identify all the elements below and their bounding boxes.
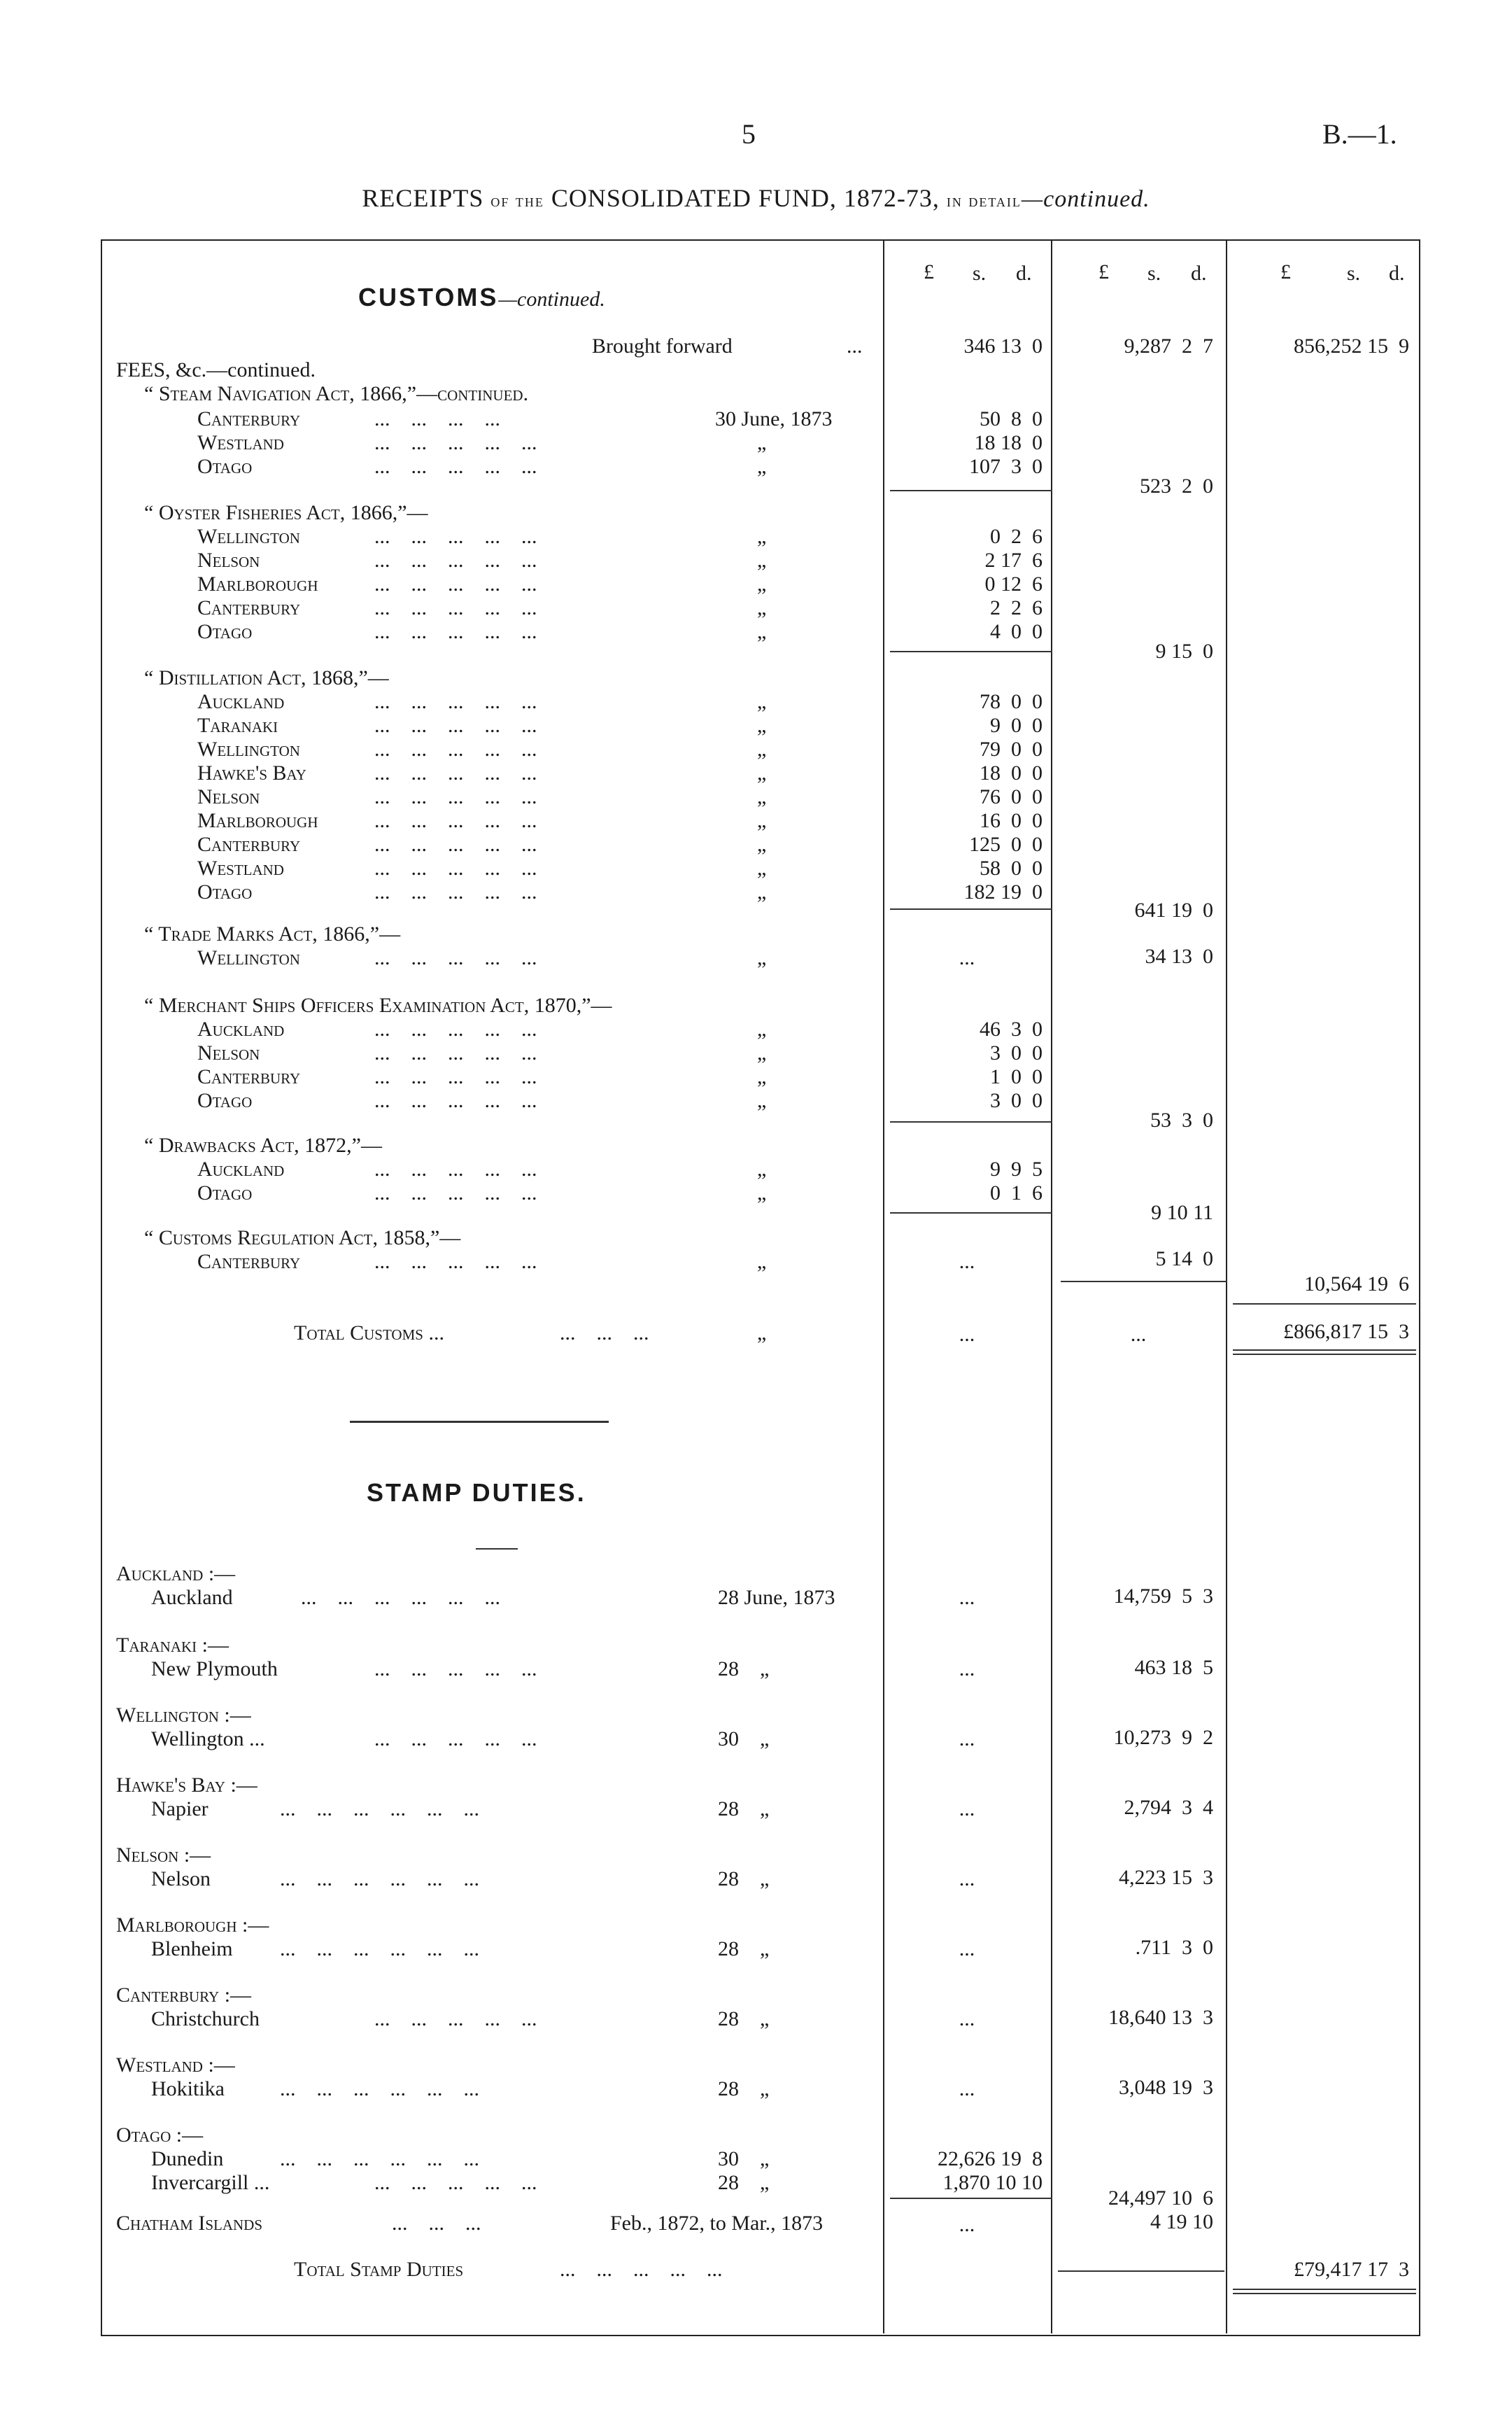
act4-date-2: „ (757, 1065, 767, 1088)
act4-place-2: Canterbury (197, 1065, 301, 1088)
title-part-in-detail: in detail (946, 190, 1022, 211)
act1-place-1: Nelson (197, 549, 260, 572)
section-separator (350, 1421, 609, 1423)
title-part-continued: —continued. (1021, 186, 1150, 212)
title-part-of-the: of the (490, 190, 544, 211)
act0-date-1: „ (757, 431, 767, 454)
act4-date-1: „ (757, 1041, 767, 1065)
stamp-date-7: 28 „ (718, 2077, 770, 2100)
act4-dots-3: ... ... ... ... ... (374, 1089, 537, 1112)
act2-amount-3: 18 0 0 (980, 761, 1043, 785)
stamp-otago-dots-1: ... ... ... ... ... (374, 2171, 537, 2194)
act4-dots-0: ... ... ... ... ... (374, 1018, 537, 1041)
stamp-date-3: 28 „ (718, 1797, 770, 1820)
act5-date-1: „ (757, 1181, 767, 1205)
act1-subtotal: 9 15 0 (1155, 640, 1213, 663)
act5-amount-1: 0 1 6 (990, 1181, 1043, 1205)
stamp-total-col3: £79,417 17 3 (1294, 2258, 1409, 2281)
act4-place-1: Nelson (197, 1041, 260, 1065)
act5-sum-rule (890, 1212, 1052, 1214)
act2-date-2: „ (757, 738, 767, 761)
stamp-col1-5: ... (959, 1937, 975, 1960)
act0-amount-1: 18 18 0 (974, 431, 1043, 454)
act4-dots-2: ... ... ... ... ... (374, 1065, 537, 1088)
stamp-province-7: Westland :— (116, 2053, 235, 2077)
act2-date-8: „ (757, 880, 767, 904)
act4-date-3: „ (757, 1089, 767, 1112)
stamp-otago-col1-0: 22,626 19 8 (938, 2147, 1043, 2170)
act2-dots-7: ... ... ... ... ... (374, 857, 537, 880)
act1-sum-rule (890, 651, 1052, 652)
stamp-dots-2: ... ... ... ... ... (374, 1727, 537, 1750)
act2-date-0: „ (757, 690, 767, 713)
stamp-province-5: Marlborough :— (116, 1913, 269, 1937)
stamp-col1-0: ... (959, 1586, 975, 1609)
act2-place-5: Marlborough (197, 809, 318, 832)
customs-total-double-rule (1233, 1349, 1416, 1355)
act2-place-2: Wellington (197, 738, 300, 761)
act6-dots-0: ... ... ... ... ... (374, 1250, 537, 1273)
act1-dots-3: ... ... ... ... ... (374, 596, 537, 619)
act2-place-6: Canterbury (197, 833, 301, 856)
act1-amount-0: 0 2 6 (990, 525, 1043, 548)
brought-forward-col3: 856,252 15 9 (1294, 335, 1409, 358)
stamp-chatham-dots: ... ... ... (392, 2212, 481, 2235)
stamp-col2-1: 463 18 5 (1134, 1656, 1213, 1679)
stamp-col1-7: ... (959, 2077, 975, 2100)
customs-total-col3: £866,817 15 3 (1283, 1320, 1409, 1343)
fees-heading-text: FEES, &c.—continued. (116, 358, 316, 381)
act6-amount-0: ... (959, 1250, 975, 1273)
col3-shilling: s. (1347, 262, 1361, 285)
act3-date-0: „ (757, 946, 767, 969)
stamp-province-1: Taranaki :— (116, 1634, 229, 1657)
act2-amount-0: 78 0 0 (980, 690, 1043, 713)
stamp-col2-4: 4,223 15 3 (1119, 1866, 1213, 1889)
fees-heading (116, 358, 316, 382)
act2-dots-1: ... ... ... ... ... (374, 714, 537, 737)
stamp-chatham-place: Chatham Islands (116, 2212, 263, 2235)
act0-place-2: Otago (197, 455, 253, 478)
stamp-chatham-date: Feb., 1872, to Mar., 1873 (610, 2212, 824, 2235)
act5-amount-0: 9 9 5 (990, 1158, 1043, 1181)
act0-amount-2: 107 3 0 (969, 455, 1043, 478)
brought-forward-col1: 346 13 0 (963, 335, 1043, 358)
act-title-steam-navigation: “ Steam Navigation Act, 1866,”—continued. (144, 382, 529, 405)
col3-pence: d. (1389, 262, 1405, 285)
act2-dots-3: ... ... ... ... ... (374, 761, 537, 785)
act1-dots-0: ... ... ... ... ... (374, 525, 537, 548)
act2-place-3: Hawke's Bay (197, 761, 306, 785)
act2-date-3: „ (757, 761, 767, 785)
act0-dots-1: ... ... ... ... ... (374, 431, 537, 454)
brought-forward-dots: ... (847, 335, 863, 358)
page-number: 5 (742, 118, 756, 150)
act0-sum-rule (890, 490, 1052, 491)
act2-sum-rule (890, 908, 1052, 910)
act6-place-0: Canterbury (197, 1250, 301, 1273)
title-part-fund: CONSOLIDATED FUND, 1872-73, (551, 184, 940, 212)
act1-date-3: „ (757, 596, 767, 619)
act2-date-1: „ (757, 714, 767, 737)
stamp-otago-date-0: 30 „ (718, 2147, 770, 2170)
stamp-col1-1: ... (959, 1657, 975, 1680)
act0-amount-0: 50 8 0 (980, 407, 1043, 430)
act2-amount-4: 76 0 0 (980, 785, 1043, 808)
stamp-otago-place-0: Dunedin (151, 2147, 224, 2170)
brought-forward-col2: 9,287 2 7 (1124, 335, 1213, 358)
stamp-col1-6: ... (959, 2007, 975, 2030)
act2-date-5: „ (757, 809, 767, 832)
act2-place-7: Westland (197, 857, 284, 880)
col1-shilling: s. (973, 262, 987, 285)
act4-amount-1: 3 0 0 (990, 1041, 1043, 1065)
act4-subtotal: 53 3 0 (1150, 1109, 1213, 1132)
act6-date-0: „ (757, 1250, 767, 1273)
stamp-place-1: New Plymouth (151, 1657, 278, 1680)
customs-total-date: „ (757, 1321, 767, 1344)
act5-subtotal: 9 10 11 (1151, 1201, 1213, 1224)
act1-dots-4: ... ... ... ... ... (374, 620, 537, 643)
stamp-province-2: Wellington :— (116, 1704, 251, 1727)
act2-date-4: „ (757, 785, 767, 808)
stamp-dots-6: ... ... ... ... ... (374, 2007, 537, 2030)
customs-total-rule (1233, 1303, 1416, 1305)
stamp-place-5: Blenheim (151, 1937, 233, 1960)
act0-subtotal: 523 2 0 (1140, 475, 1213, 498)
stamp-dots-4: ... ... ... ... ... ... (280, 1867, 479, 1890)
act2-dots-0: ... ... ... ... ... (374, 690, 537, 713)
act1-amount-4: 4 0 0 (990, 620, 1043, 643)
stamp-date-2: 30 „ (718, 1727, 770, 1750)
act4-sum-rule (890, 1121, 1052, 1123)
act5-dots-0: ... ... ... ... ... (374, 1158, 537, 1181)
stamp-place-3: Napier (151, 1797, 209, 1820)
title-part-receipts: RECEIPTS (362, 184, 484, 212)
fees-total: 10,564 19 6 (1304, 1272, 1409, 1295)
act1-dots-1: ... ... ... ... ... (374, 549, 537, 572)
act5-dots-1: ... ... ... ... ... (374, 1181, 537, 1205)
act4-dots-1: ... ... ... ... ... (374, 1041, 537, 1065)
stamp-heading-rule (476, 1548, 518, 1550)
act2-date-7: „ (757, 857, 767, 880)
brought-forward-label: Brought forward (592, 335, 733, 358)
act-title-customs-regulation: “ Customs Regulation Act, 1858,”— (144, 1226, 461, 1249)
act0-date-0: 30 June, 1873 (715, 407, 833, 430)
act0-dots-2: ... ... ... ... ... (374, 455, 537, 478)
customs-total-dots: ... ... ... (560, 1321, 649, 1344)
stamp-col1-3: ... (959, 1797, 975, 1820)
act2-dots-4: ... ... ... ... ... (374, 785, 537, 808)
stamp-place-2: Wellington ... (151, 1727, 265, 1750)
act1-amount-2: 0 12 6 (984, 573, 1043, 596)
page-title (0, 183, 1512, 213)
stamp-total-label: Total Stamp Duties (294, 2258, 464, 2281)
act0-dots-0: ... ... ... ... (374, 407, 500, 430)
stamp-place-7: Hokitika (151, 2077, 225, 2100)
act6-total-0: 5 14 0 (1155, 1247, 1213, 1270)
stamp-col1-4: ... (959, 1867, 975, 1890)
stamp-otago-col1-1: 1,870 10 10 (942, 2171, 1043, 2194)
stamp-province-0: Auckland :— (116, 1562, 236, 1585)
stamp-col2-0: 14,759 5 3 (1113, 1585, 1213, 1608)
document-reference: B.—1. (1322, 118, 1397, 150)
act2-dots-6: ... ... ... ... ... (374, 833, 537, 856)
stamp-date-5: 28 „ (718, 1937, 770, 1960)
stamp-date-6: 28 „ (718, 2007, 770, 2030)
stamp-date-0: 28 June, 1873 (718, 1586, 835, 1609)
stamp-province-3: Hawke's Bay :— (116, 1774, 257, 1797)
act2-dots-2: ... ... ... ... ... (374, 738, 537, 761)
stamp-otago-subtotal: 24,497 10 6 (1108, 2186, 1213, 2210)
stamp-province-otago: Otago :— (116, 2123, 204, 2147)
stamp-total-double-rule (1233, 2289, 1416, 2294)
stamp-date-4: 28 „ (718, 1867, 770, 1890)
act0-place-0: Canterbury (197, 407, 301, 430)
act5-place-0: Auckland (197, 1158, 285, 1181)
act4-place-3: Otago (197, 1089, 253, 1112)
act2-date-6: „ (757, 833, 767, 856)
stamp-dots-7: ... ... ... ... ... ... (280, 2077, 479, 2100)
col2-pence: d. (1191, 262, 1207, 285)
stamp-dots-1: ... ... ... ... ... (374, 1657, 537, 1680)
col2-pound: £ (1098, 260, 1109, 283)
fees-sum-rule (1061, 1281, 1227, 1282)
act2-place-4: Nelson (197, 785, 260, 808)
act1-dots-2: ... ... ... ... ... (374, 573, 537, 596)
stamp-total-dots: ... ... ... ... ... (560, 2258, 723, 2281)
act3-total-0: 34 13 0 (1145, 945, 1213, 968)
stamp-dots-3: ... ... ... ... ... ... (280, 1797, 479, 1820)
act5-place-1: Otago (197, 1181, 253, 1205)
act1-place-0: Wellington (197, 525, 300, 548)
customs-total-label: Total Customs ... (294, 1321, 444, 1344)
act2-amount-5: 16 0 0 (980, 809, 1043, 832)
act2-subtotal: 641 19 0 (1134, 899, 1213, 922)
customs-heading-suffix: —continued. (498, 288, 605, 311)
stamp-col2-2: 10,273 9 2 (1113, 1726, 1213, 1749)
act1-place-3: Canterbury (197, 596, 301, 619)
stamp-otago-sum-rule (890, 2198, 1052, 2199)
stamp-place-4: Nelson (151, 1867, 211, 1890)
col1-pence: d. (1016, 262, 1032, 285)
stamp-col2-7: 3,048 19 3 (1119, 2076, 1213, 2099)
act4-amount-2: 1 0 0 (990, 1065, 1043, 1088)
stamp-date-1: 28 „ (718, 1657, 770, 1680)
act2-dots-8: ... ... ... ... ... (374, 880, 537, 904)
act2-amount-2: 79 0 0 (980, 738, 1043, 761)
act4-amount-3: 3 0 0 (990, 1089, 1043, 1112)
stamp-chatham-col2: 4 19 10 (1150, 2210, 1213, 2233)
stamp-place-6: Christchurch (151, 2007, 260, 2030)
act2-amount-6: 125 0 0 (969, 833, 1043, 856)
act2-dots-5: ... ... ... ... ... (374, 809, 537, 832)
act-title-trade-marks: “ Trade Marks Act, 1866,”— (144, 922, 401, 946)
act2-place-1: Taranaki (197, 714, 278, 737)
stamp-chatham-col1: ... (959, 2213, 975, 2236)
stamp-otago-place-1: Invercargill ... (151, 2171, 270, 2194)
act5-date-0: „ (757, 1158, 767, 1181)
act2-amount-1: 9 0 0 (990, 714, 1043, 737)
act-title-oyster-fisheries: “ Oyster Fisheries Act, 1866,”— (144, 501, 428, 524)
col1-pound: £ (924, 260, 934, 283)
act0-date-2: „ (757, 455, 767, 478)
act-title-distillation: “ Distillation Act, 1868,”— (144, 666, 389, 689)
stamp-col1-2: ... (959, 1727, 975, 1750)
act-title-drawbacks: “ Drawbacks Act, 1872,”— (144, 1134, 382, 1157)
stamp-province-4: Nelson :— (116, 1843, 211, 1867)
act1-date-4: „ (757, 620, 767, 643)
col2-shilling: s. (1147, 262, 1161, 285)
col3-pound: £ (1280, 260, 1291, 283)
stamp-province-6: Canterbury :— (116, 1983, 252, 2007)
stamp-dots-0: ... ... ... ... ... ... (301, 1586, 500, 1609)
customs-heading (358, 283, 605, 311)
act1-date-2: „ (757, 573, 767, 596)
act1-amount-1: 2 17 6 (984, 549, 1043, 572)
stamp-col2-3: 2,794 3 4 (1124, 1796, 1213, 1819)
stamp-sum-rule (1058, 2270, 1224, 2272)
act1-date-1: „ (757, 549, 767, 572)
stamp-dots-5: ... ... ... ... ... ... (280, 1937, 479, 1960)
customs-total-col1: ... (959, 1323, 975, 1346)
act1-place-4: Otago (197, 620, 253, 643)
act1-amount-3: 2 2 6 (990, 596, 1043, 619)
act4-date-0: „ (757, 1018, 767, 1041)
customs-heading-text: CUSTOMS (358, 283, 499, 311)
stamp-otago-dots-0: ... ... ... ... ... ... (280, 2147, 479, 2170)
act3-dots-0: ... ... ... ... ... (374, 946, 537, 969)
act3-amount-0: ... (959, 946, 975, 969)
act1-date-0: „ (757, 525, 767, 548)
act2-place-8: Otago (197, 880, 253, 904)
act4-place-0: Auckland (197, 1018, 285, 1041)
stamp-duties-heading: STAMP DUTIES. (367, 1478, 586, 1507)
act4-amount-0: 46 3 0 (980, 1018, 1043, 1041)
stamp-place-0: Auckland (151, 1586, 233, 1609)
act2-amount-8: 182 19 0 (963, 880, 1043, 904)
act2-amount-7: 58 0 0 (980, 857, 1043, 880)
stamp-otago-date-1: 28 „ (718, 2171, 770, 2194)
act1-place-2: Marlborough (197, 573, 318, 596)
stamp-col2-5: .711 3 0 (1135, 1936, 1213, 1959)
act0-place-1: Westland (197, 431, 284, 454)
act3-place-0: Wellington (197, 946, 300, 969)
stamp-col2-6: 18,640 13 3 (1108, 2006, 1213, 2029)
act-title-merchant-ships: “ Merchant Ships Officers Examination Act, 1870,”— (144, 994, 612, 1017)
act2-place-0: Auckland (197, 690, 285, 713)
customs-total-col2: ... (1130, 1323, 1147, 1346)
